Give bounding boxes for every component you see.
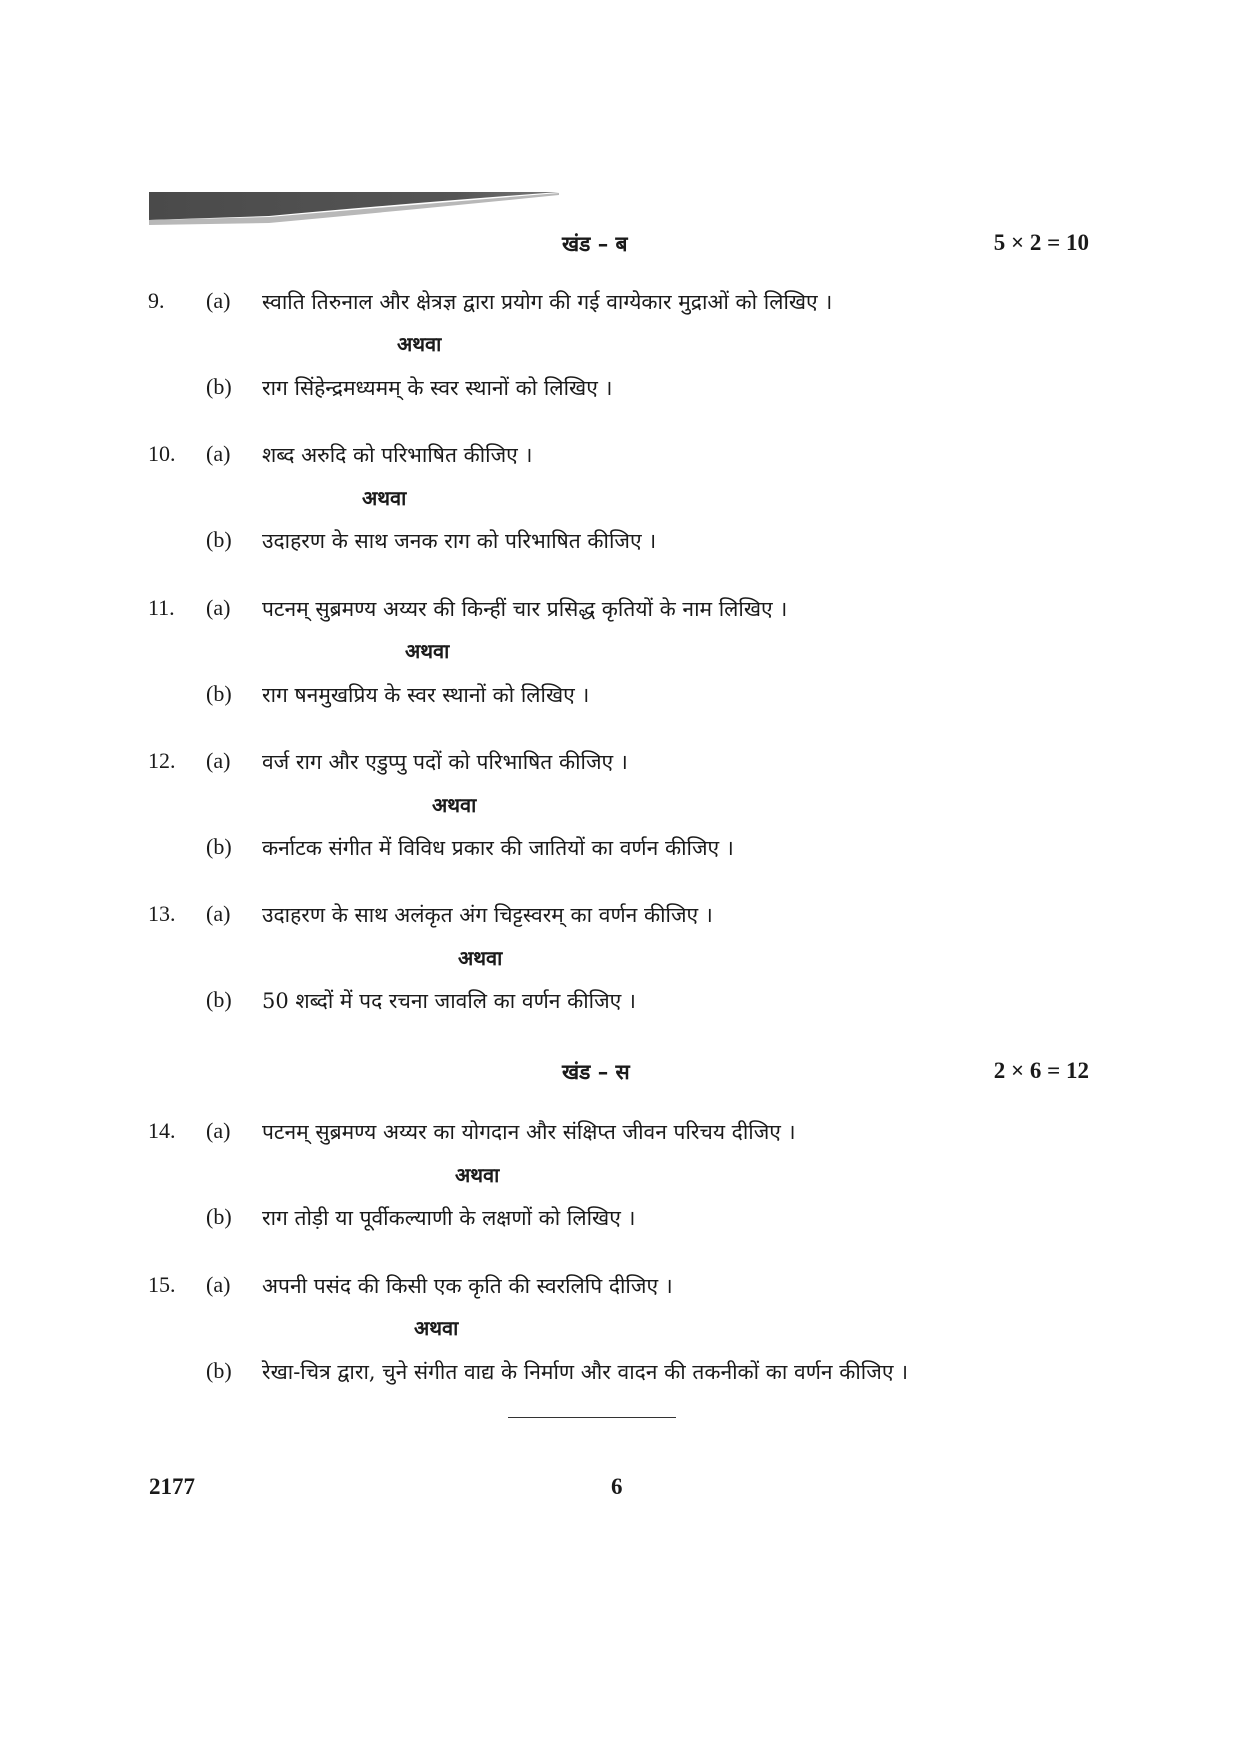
or-label: अथवा [362, 486, 407, 510]
option-label: (a) [206, 1272, 231, 1297]
question-9-option-b [0, 374, 1241, 408]
or-label: अथवा [397, 332, 442, 356]
option-label: (b) [206, 987, 232, 1012]
end-divider [508, 1417, 676, 1418]
question-14-option-a [0, 1118, 1241, 1152]
question-15-option-b [0, 1358, 1241, 1392]
question-10-option-b [0, 527, 1241, 561]
paper-code: 2177 [149, 1474, 195, 1499]
option-label: (b) [206, 834, 232, 859]
question-number: 10. [148, 441, 176, 466]
question-text: अपनी पसंद की किसी एक कृति की स्वरलिपि दीजिए । [262, 1274, 673, 1298]
option-label: (a) [206, 441, 231, 466]
option-label: (b) [206, 681, 232, 706]
question-number: 15. [148, 1272, 176, 1297]
question-number: 11. [148, 595, 175, 620]
question-text: राग षनमुखप्रिय के स्वर स्थानों को लिखिए । [262, 683, 590, 707]
or-label: अथवा [432, 793, 477, 817]
question-text: पटनम् सुब्रमण्य अय्यर का योगदान और संक्षिप्त जीवन परिचय दीजिए । [262, 1120, 796, 1144]
question-text: उदाहरण के साथ अलंकृत अंग चिट्टस्वरम् का वर्णन कीजिए । [262, 903, 713, 927]
option-label: (b) [206, 527, 232, 552]
page-number: 6 [611, 1474, 623, 1499]
question-text: राग तोड़ी या पूर्वीकल्याणी के लक्षणों को लिखिए । [262, 1206, 636, 1230]
option-label: (a) [206, 1118, 231, 1143]
or-label: अथवा [458, 946, 503, 970]
section-c-heading [149, 1058, 1089, 1088]
question-text: वर्ज राग और एडुप्पु पदों को परिभाषित कीजिए । [262, 750, 628, 774]
question-15-option-a [0, 1272, 1241, 1306]
option-label: (b) [206, 1358, 232, 1383]
question-text: राग सिंहेन्द्रमध्यमम् के स्वर स्थानों को लिखिए । [262, 376, 613, 400]
option-label: (b) [206, 1204, 232, 1229]
option-label: (a) [206, 748, 231, 773]
question-text: रेखा-चित्र द्वारा, चुने संगीत वाद्य के निर्माण और वादन की तकनीकों का वर्णन कीजिए । [262, 1360, 909, 1384]
or-label: अथवा [414, 1316, 459, 1340]
section-b-heading [149, 230, 1089, 260]
question-13-option-a [0, 901, 1241, 935]
question-9-option-a [0, 288, 1241, 322]
header-decorative-bar [149, 190, 559, 226]
question-10-option-a [0, 441, 1241, 475]
question-14-option-b [0, 1204, 1241, 1238]
question-12-option-b [0, 834, 1241, 868]
section-b-marks: 5 × 2 = 10 [993, 230, 1089, 255]
question-text: कर्नाटक संगीत में विविध प्रकार की जातियों का वर्णन कीजिए । [262, 836, 734, 860]
section-b-title: खंड – ब [562, 231, 628, 256]
question-number: 9. [148, 288, 165, 313]
question-number: 12. [148, 748, 176, 773]
question-number: 14. [148, 1118, 176, 1143]
question-11-option-b [0, 681, 1241, 715]
section-c-marks: 2 × 6 = 12 [993, 1058, 1089, 1083]
or-label: अथवा [455, 1163, 500, 1187]
question-text: पटनम् सुब्रमण्य अय्यर की किन्हीं चार प्रसिद्ध कृतियों के नाम लिखिए । [262, 597, 788, 621]
question-text: शब्द अरुदि को परिभाषित कीजिए । [262, 443, 533, 467]
section-c-title: खंड – स [562, 1059, 630, 1084]
option-label: (b) [206, 374, 232, 399]
question-text: 50 शब्दों में पद रचना जावलि का वर्णन कीजिए । [262, 989, 636, 1013]
question-text: उदाहरण के साथ जनक राग को परिभाषित कीजिए । [262, 529, 657, 553]
option-label: (a) [206, 901, 231, 926]
question-number: 13. [148, 901, 176, 926]
or-label: अथवा [405, 639, 450, 663]
question-12-option-a [0, 748, 1241, 782]
question-text: स्वाति तिरुनाल और क्षेत्रज्ञ द्वारा प्रयोग की गई वाग्येकार मुद्राओं को लिखिए । [262, 290, 833, 314]
option-label: (a) [206, 595, 231, 620]
question-11-option-a [0, 595, 1241, 629]
question-13-option-b [0, 987, 1241, 1021]
option-label: (a) [206, 288, 231, 313]
